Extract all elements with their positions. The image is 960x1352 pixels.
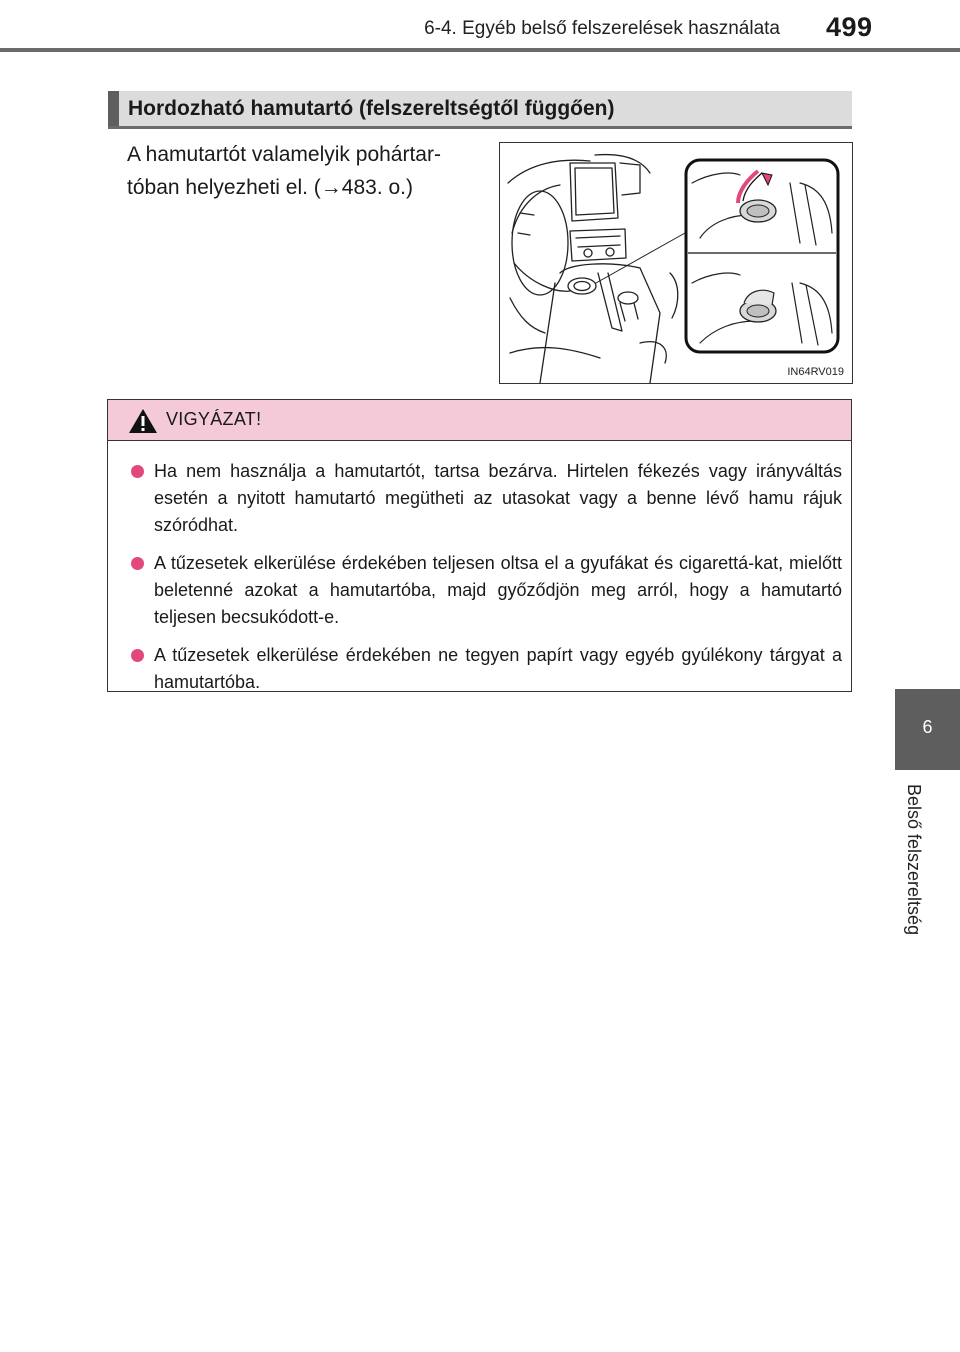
chapter-tab (895, 689, 960, 770)
warning-triangle-icon (128, 408, 158, 434)
bullet-dot-icon (131, 557, 144, 570)
caution-item-text: A tűzesetek elkerülése érdekében teljesen oltsa el a gyufákat és cigarettá-kat, mielőtt beletenné azokat a hamutartóba, majd győződjön meg arról, hogy a hamutartó teljesen becsukódott-e. (154, 553, 842, 627)
intro-line-1: A hamutartót valamelyik pohártar- (127, 143, 441, 166)
caution-item-text: Ha nem használja a hamutartót, tartsa bezárva. Hirtelen fékezés vagy irányváltás esetén a nyitott hamutartó megütheti az utasokat vagy a benne lévő hamu rájuk szóródhat. (154, 461, 842, 535)
running-header-title: 6-4. Egyéb belső felszerelések használata (424, 18, 780, 39)
ashtray-illustration (499, 142, 853, 384)
bullet-dot-icon (131, 649, 144, 662)
section-heading (108, 91, 852, 129)
chapter-label-text: Belső felszereltség (904, 784, 924, 936)
section-heading-bar (108, 91, 119, 126)
caution-box (107, 399, 852, 692)
header-rule (0, 48, 960, 52)
chapter-label (902, 784, 928, 964)
caution-header (108, 400, 851, 441)
caution-list (126, 458, 842, 707)
section-heading-text: Hordozható hamutartó (felszereltségtől függően) (128, 97, 615, 120)
caution-item-text: A tűzesetek elkerülése érdekében ne tegyen papírt vagy egyéb gyúlékony tárgyat a hamutartóba. (154, 645, 842, 692)
caution-item (126, 642, 842, 696)
figure-code: IN64RV019 (787, 366, 844, 378)
intro-paragraph (127, 138, 487, 204)
chapter-number: 6 (922, 717, 933, 737)
caution-item (126, 550, 842, 631)
intro-line-2: tóban helyezheti el. (→483. o.) (127, 176, 414, 199)
bullet-dot-icon (131, 465, 144, 478)
caution-item (126, 458, 842, 539)
cabin-drawing (500, 143, 853, 384)
caution-label: VIGYÁZAT! (166, 409, 262, 429)
page-number: 499 (826, 12, 873, 42)
